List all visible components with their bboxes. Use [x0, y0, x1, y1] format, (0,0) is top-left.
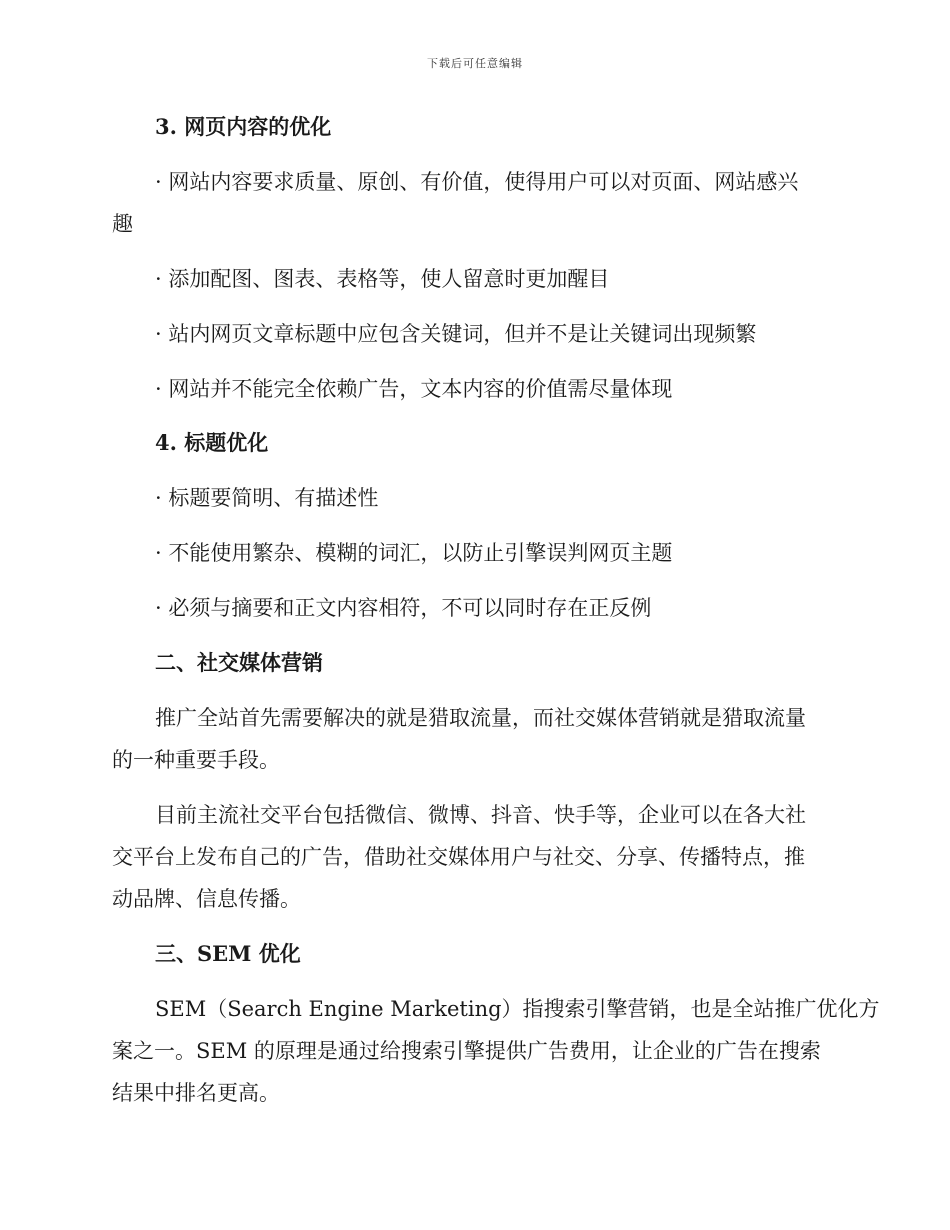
section-heading-2: 二、社交媒体营销: [155, 650, 323, 675]
paragraph-line: 结果中排名更高。: [112, 1081, 280, 1105]
bullet-item: · 必须与摘要和正文内容相符，不可以同时存在正反例: [155, 596, 652, 620]
bullet-item: · 站内网页文章标题中应包含关键词，但并不是让关键词出现频繁: [155, 322, 757, 346]
paragraph-line: 动品牌、信息传播。: [112, 887, 301, 911]
paragraph-line: 推广全站首先需要解决的就是猎取流量，而社交媒体营销就是猎取流量: [155, 706, 806, 730]
bullet-item: · 不能使用繁杂、模糊的词汇，以防止引擎误判网页主题: [155, 541, 673, 565]
section-heading-3: 3. 网页内容的优化: [155, 114, 332, 139]
paragraph-line: 案之一。SEM 的原理是通过给搜索引擎提供广告费用，让企业的广告在搜索: [112, 1039, 821, 1063]
section-heading-3-sem: 三、SEM 优化: [155, 941, 301, 966]
section-heading-4: 4. 标题优化: [155, 430, 269, 455]
paragraph-line: SEM（Search Engine Marketing）指搜索引擎营销，也是全站推广优化方: [155, 997, 880, 1021]
bullet-item: · 标题要简明、有描述性: [155, 486, 379, 510]
bullet-item: · 网站并不能完全依赖广告，文本内容的价值需尽量体现: [155, 377, 673, 401]
bullet-item: · 网站内容要求质量、原创、有价值，使得用户可以对页面、网站感兴: [155, 170, 799, 194]
bullet-item-continuation: 趣: [112, 212, 133, 236]
paragraph-line: 目前主流社交平台包括微信、微博、抖音、快手等，企业可以在各大社: [155, 803, 806, 827]
page-header-note: 下载后可任意编辑: [427, 57, 523, 70]
bullet-item: · 添加配图、图表、表格等，使人留意时更加醒目: [155, 267, 610, 291]
paragraph-line: 交平台上发布自己的广告，借助社交媒体用户与社交、分享、传播特点，推: [112, 845, 805, 869]
paragraph-line: 的一种重要手段。: [112, 748, 280, 772]
